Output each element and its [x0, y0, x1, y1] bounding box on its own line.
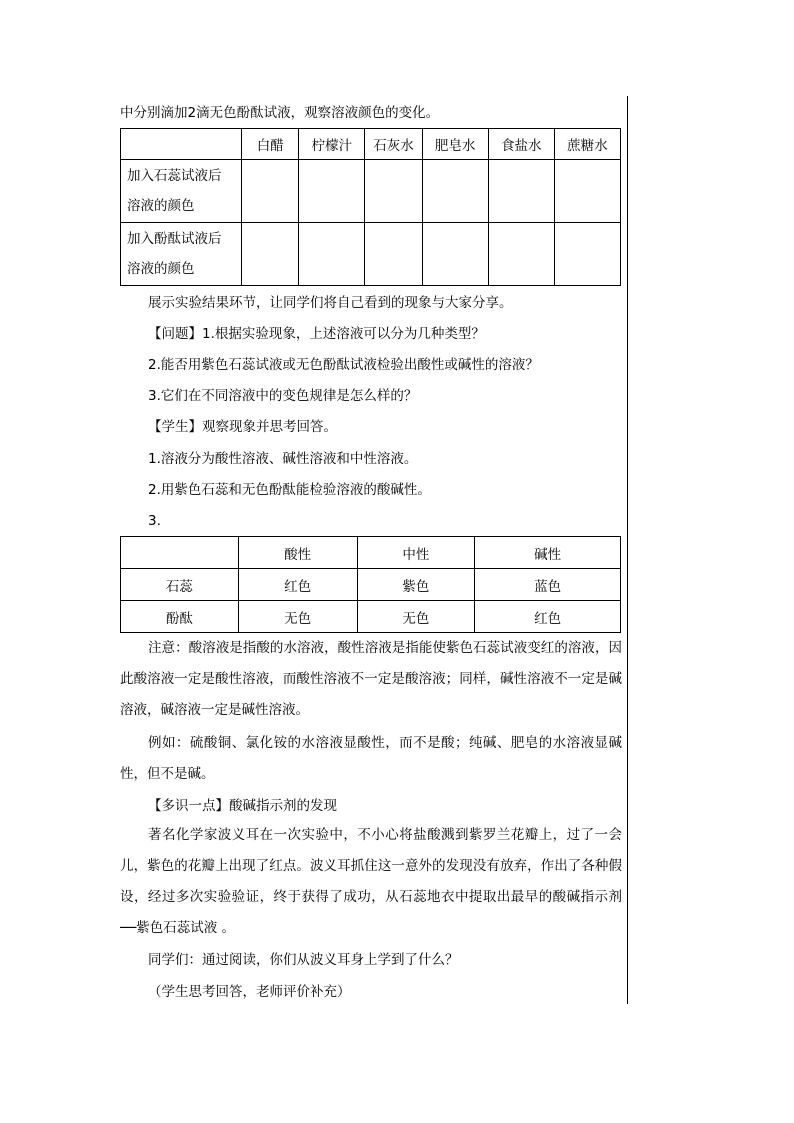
table-cell [488, 223, 554, 286]
table-cell: 蓝色 [475, 569, 621, 601]
example-paragraph: 例如：硫酸铜、氯化铵的水溶液显酸性，而不是酸；纯碱、肥皂的水溶液显碱性，但不是碱。 [120, 735, 622, 782]
margin-rule [627, 96, 628, 1004]
table-cell: 无色 [357, 601, 475, 633]
header-cell [121, 537, 239, 569]
table-cell [488, 160, 554, 223]
table-cell [422, 160, 488, 223]
table-cell [242, 223, 299, 286]
table-row [121, 569, 621, 601]
indicator-color-table [120, 128, 621, 286]
header-cell: 酸性 [238, 537, 357, 569]
paragraph: 2.用紫色石蕊和无色酚酞能检验溶液的酸碱性。 [148, 482, 431, 498]
table-cell [422, 223, 488, 286]
header-cell [121, 129, 242, 160]
intro-line: 中分别滴加2滴无色酚酞试液，观察溶液颜色的变化。 [120, 105, 440, 121]
paragraph: 3. [148, 513, 161, 529]
row-header-cell [121, 160, 242, 223]
table-cell [365, 223, 422, 286]
table-cell: 红色 [238, 569, 357, 601]
table-cell [554, 160, 620, 223]
table-cell: 酚酞 [121, 601, 239, 633]
table-cell [365, 160, 422, 223]
section-title: 【多识一点】酸碱指示剂的发现 [148, 798, 337, 814]
header-cell: 中性 [357, 537, 475, 569]
table-cell: 红色 [475, 601, 621, 633]
table-cell: 无色 [238, 601, 357, 633]
paragraph: 展示实验结果环节，让同学们将自己看到的现象与大家分享。 [148, 295, 513, 311]
table-row [121, 601, 621, 633]
story-paragraph: 著名化学家波义耳在一次实验中，不小心将盐酸溅到紫罗兰花瓣上，过了一会儿，紫色的花瓣上出现了红点。波义耳抓住这一意外的发现没有放弃，作出了各种假设，经过多次实验验证，终于获得了成功，从石蕊地衣中提取出最早的酸碱指示剂──紫色石蕊试液 。 [120, 827, 622, 936]
row-header-line: 溶液的颜色 [127, 261, 195, 277]
row-header-cell [121, 223, 242, 286]
row-header-line: 加入石蕊试液后 [127, 168, 222, 184]
note-paragraph: 注意：酸溶液是指酸的水溶液，酸性溶液是指能使紫色石蕊试液变红的溶液，因此酸溶液一定是酸性溶液，而酸性溶液不一定是酸溶液；同样，碱性溶液不一定是碱溶液，碱溶液一定是碱性溶液。 [120, 640, 622, 718]
row-header-line: 加入酚酞试液后 [127, 231, 222, 247]
row-header-line: 溶液的颜色 [127, 198, 195, 214]
table-cell [299, 223, 365, 286]
paragraph: 2.能否用紫色石蕊试液或无色酚酞试液检验出酸性或碱性的溶液？ [148, 357, 539, 373]
color-rule-table [120, 536, 621, 633]
table-header-row [121, 537, 621, 569]
answer-note: （学生思考回答，老师评价补充） [148, 984, 351, 1000]
header-cell: 蔗糖水 [554, 129, 620, 160]
paragraph: 3.它们在不同溶液中的变色规律是怎么样的？ [148, 388, 418, 404]
paragraph: 1.溶液分为酸性溶液、碱性溶液和中性溶液。 [148, 451, 418, 467]
table-row [121, 223, 621, 286]
table-cell: 石蕊 [121, 569, 239, 601]
header-cell: 碱性 [475, 537, 621, 569]
paragraph: 【学生】观察现象并思考回答。 [148, 419, 337, 435]
table-cell [299, 160, 365, 223]
header-cell: 白醋 [242, 129, 299, 160]
header-cell: 食盐水 [488, 129, 554, 160]
question-line: 同学们：通过阅读，你们从波义耳身上学到了什么？ [148, 952, 459, 968]
header-cell: 石灰水 [365, 129, 422, 160]
table-header-row [121, 129, 621, 160]
table-row [121, 160, 621, 223]
paragraph: 【问题】1.根据实验现象，上述溶液可以分为几种类型？ [148, 326, 485, 342]
table-cell: 紫色 [357, 569, 475, 601]
header-cell: 肥皂水 [422, 129, 488, 160]
table-cell [554, 223, 620, 286]
header-cell: 柠檬汁 [299, 129, 365, 160]
table-cell [242, 160, 299, 223]
